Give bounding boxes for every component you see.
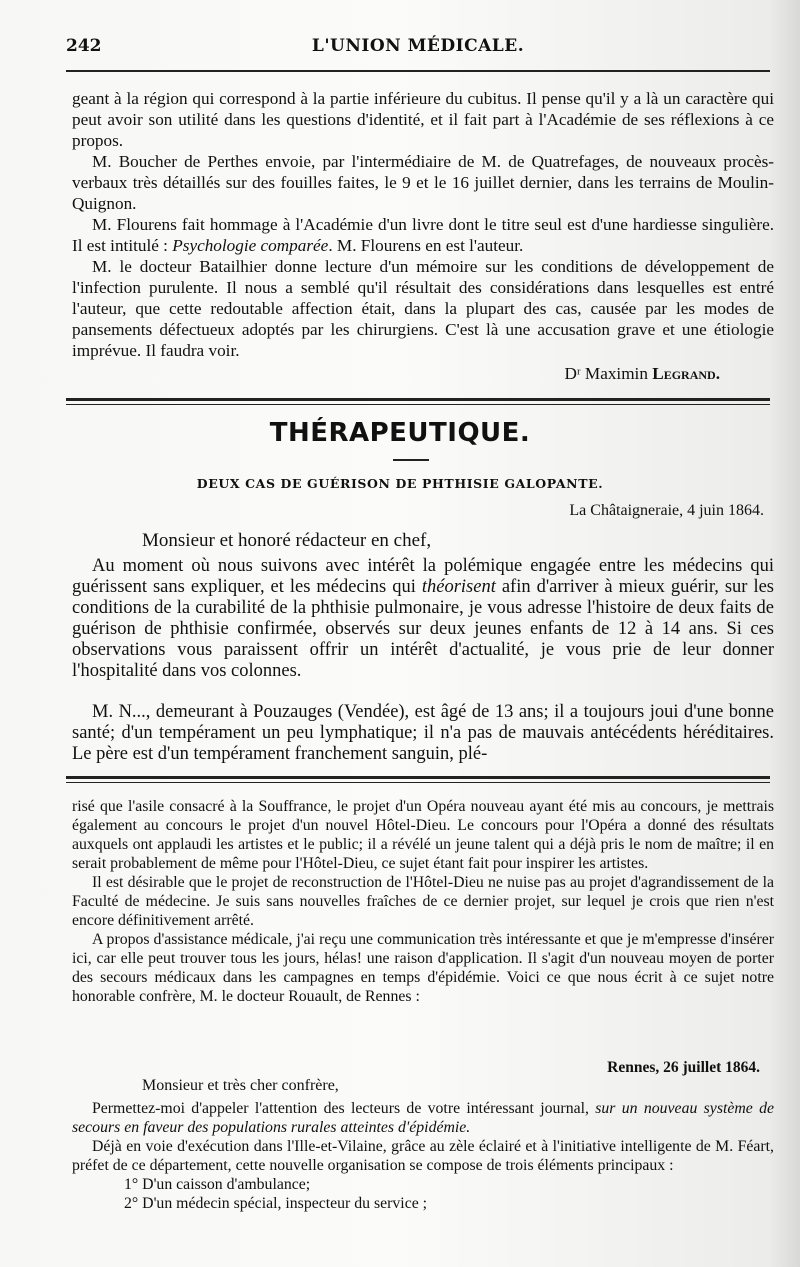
paragraph: M. Boucher de Perthes envoie, par l'intermédiaire de M. de Quatrefages, de nouveaux procès-verbaux très détaillés sur des fouilles faites, le 9 et le 16 juillet dernier, dans les terrains de Moulin-Quignon.: [72, 152, 774, 213]
feuilleton-letter: [72, 1099, 774, 1213]
running-head: L'UNION MÉDICALE.: [311, 36, 525, 56]
paragraph: geant à la région qui correspond à la partie inférieure du cubitus. Il pense qu'il y a là un caractère qui peut avoir son utilité dans les questions d'identité, et il fait part à l'Académie de ses réflexions à ce propos.: [72, 89, 774, 150]
page-header: [66, 36, 770, 64]
paragraph: Il est désirable que le projet de reconstruction de l'Hôtel-Dieu ne nuise pas au projet d'agrandissement de la Faculté de médecine. Je suis sans nouvelles fraîches de ce dernier projet, sur lequel je crois que rien n'est encore définitivement arrêté.: [72, 874, 774, 929]
header-rule: [66, 70, 770, 72]
list-item: 1° D'un caisson d'ambulance;: [124, 1176, 311, 1193]
paragraph: M. Flourens fait hommage à l'Académie d'un livre dont le titre seul est d'une hardiesse singulière. Il est intitulé : Psychologie comparée. M. Flourens en est l'auteur.: [72, 215, 774, 255]
paragraph: Au moment où nous suivons avec intérêt la polémique engagée entre les médecins qui guérissent sans expliquer, et les médecins qui théorisent afin d'arriver à mieux guérir, sur les conditions de la curabilité de la phthisie pulmonaire, je vous adresse l'histoire de deux faits de guérison de phthisie confirmée, observés sur deux jeunes enfants de 12 à 14 ans. Si ces observations vous paraissent offrir un intérêt d'actualité, je vous prie de leur donner l'hospitalité dans vos colonnes.: [72, 556, 774, 681]
feuilleton: [72, 797, 774, 1006]
paragraph: Déjà en voie d'exécution dans l'Ille-et-Vilaine, grâce au zèle éclairé et à l'initiative intelligente de M. Féart, préfet de ce département, cette nouvelle organisation se compose de trois éléments principaux :: [72, 1138, 774, 1174]
section-title: THÉRAPEUTIQUE.: [269, 418, 531, 448]
signature: Dʳ Maximin Legrand.: [564, 364, 720, 383]
letter-body: [72, 556, 774, 765]
page-number: 242: [66, 36, 102, 56]
feuilleton-divider: [66, 776, 770, 783]
paragraph: Permettez-moi d'appeler l'attention des lecteurs de votre intéressant journal, sur un nouveau système de secours en faveur des populations rurales atteintes d'épidémie.: [72, 1100, 775, 1136]
paragraph: A propos d'assistance médicale, j'ai reçu une communication très intéressante et que je m'empresse d'insérer ici, car elle peut trouver tous les jours, hélas! une raison d'application. Il s'agit d'un nouveau moyen de porter des secours médicaux dans les campagnes en temps d'épidémie. Voici ce que nous écrit à ce sujet notre honorable confrère, M. le docteur Rouault, de Rennes :: [72, 931, 774, 1005]
salutation: Monsieur et honoré rédacteur en chef,: [142, 530, 432, 551]
dateline: La Châtaigneraie, 4 juin 1864.: [569, 502, 764, 519]
title-rule: [393, 459, 429, 461]
paragraph: risé que l'asile consacré à la Souffrance, le projet d'un Opéra nouveau ayant été mis au concours, je mettrais également au concours le projet d'un nouvel Hôtel-Dieu. Le concours pour l'Opéra a donné des résultats auxquels ont applaudi les artistes et le public; il a révélé un jeune talent qui a déjà pris le nom de maître; il en serait probablement de même pour l'Hôtel-Dieu, ce sujet étant fait pour inspirer les artistes.: [72, 798, 774, 872]
paragraph: M. N..., demeurant à Pouzauges (Vendée), est âgé de 13 ans; il a toujours joui d'une bonne santé; d'un tempérament un peu lymphatique; il n'a pas de mauvais antécédents héréditaires. Le père est d'un tempérament franchement sanguin, plé-: [72, 702, 774, 764]
section-divider: [66, 398, 770, 405]
paragraph: M. le docteur Batailhier donne lecture d'un mémoire sur les conditions de développement de l'infection purulente. Il nous a semblé qu'il résultait des considérations dans lesquelles est entré l'auteur, que cette redoutable affection était, dans la plupart des cas, causée par les modes de pansements défectueux adoptés par les chirurgiens. C'est là une accusation grave et une étiologie imprévue. Il faudra voir.: [72, 257, 774, 360]
upper-article: [72, 88, 774, 361]
book-title: Psychologie comparée: [172, 236, 329, 255]
salutation: Monsieur et très cher confrère,: [142, 1077, 339, 1094]
dateline: Rennes, 26 juillet 1864.: [607, 1059, 760, 1076]
list-item: 2° D'un médecin spécial, inspecteur du service ;: [124, 1195, 428, 1212]
article-subtitle: DEUX CAS DE GUÉRISON DE PHTHISIE GALOPANTE.: [196, 476, 604, 491]
